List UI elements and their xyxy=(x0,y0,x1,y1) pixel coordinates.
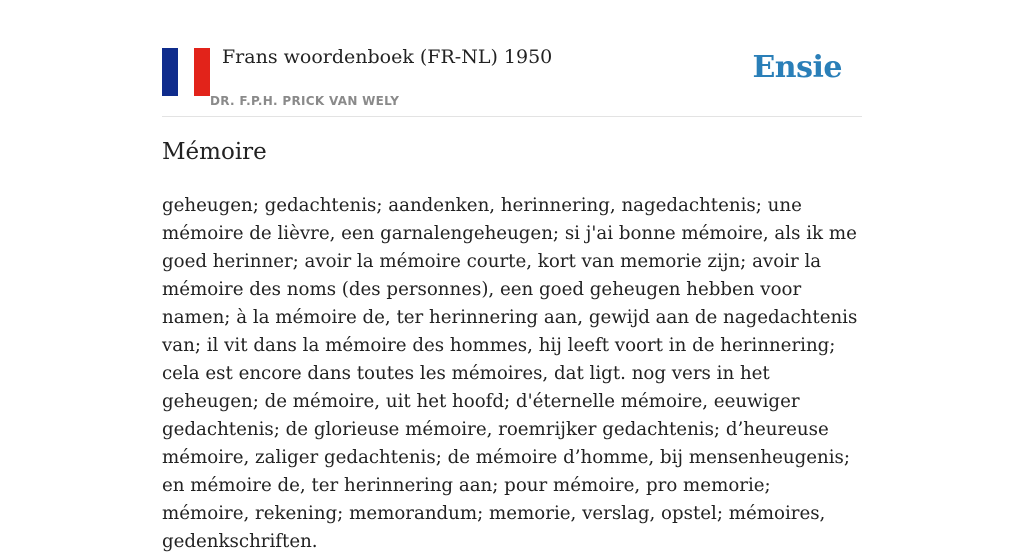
entry-headword: Mémoire xyxy=(162,139,267,165)
dictionary-author: DR. F.P.H. PRICK VAN WELY xyxy=(210,94,400,108)
france-flag-icon xyxy=(162,48,210,96)
flag-stripe-white xyxy=(178,48,194,96)
entry-definition: geheugen; gedachtenis; aandenken, herinnering, nagedachtenis; une mémoire de lièvre, een garnalengeheugen; si j'ai bonne mémoire, als ik me goed herinner; avoir la mémoire courte, kort van memorie zijn; avoir la mémoire des noms (des personnes), een goed geheugen hebben voor namen; à la mémoire de, ter herinnering aan, gewijd aan de nagedachtenis van; il vit dans la mémoire des hommes, hij leeft voort in de herinnering; cela est encore dans toutes les mémoires, dat ligt. nog vers in het geheugen; de mémoire, uit het hoofd; d'éternelle mémoire, eeuwiger gedachtenis; de glorieuse mémoire, roemrijker gedachtenis; d’heureuse mémoire, zaliger gedachtenis; de mémoire d’homme, bij mensenheugenis; en mémoire de, ter herinnering aan; pour mémoire, pro memorie; mémoire, rekening; memorandum; memorie, verslag, opstel; mémoires, gedenkschriften. xyxy=(162,195,858,552)
dictionary-header xyxy=(162,0,862,117)
dictionary-card xyxy=(162,0,862,552)
dictionary-title[interactable]: Frans woordenboek (FR-NL) 1950 xyxy=(222,46,553,68)
flag-stripe-red xyxy=(194,48,210,96)
ensie-logo[interactable]: Ensie xyxy=(752,50,842,85)
flag-stripe-blue xyxy=(162,48,178,96)
